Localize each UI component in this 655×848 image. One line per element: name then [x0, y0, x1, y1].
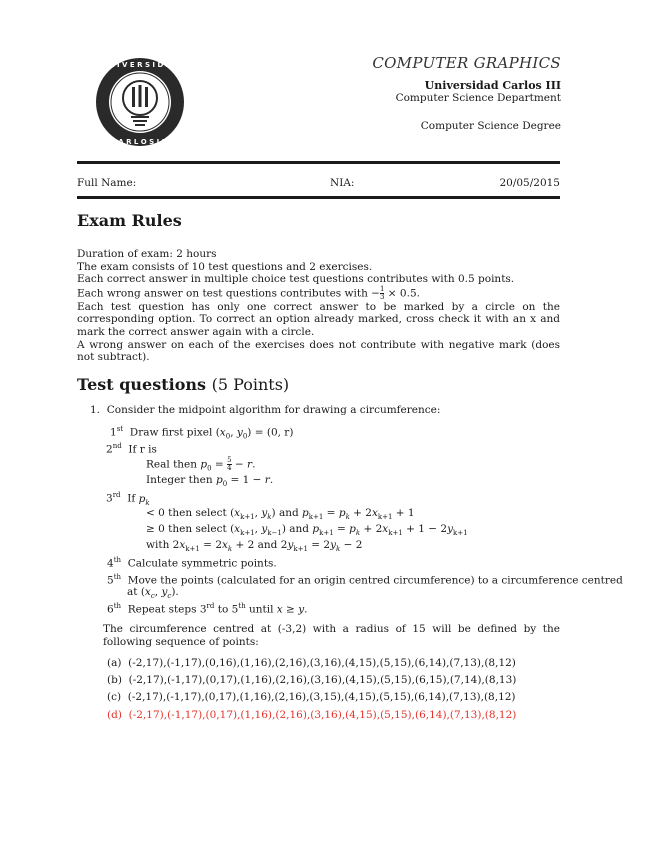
rule-line: Each test question has only one correct answer to be marked by a circle on the corresponding option. To correct an option already marked, cross check it with an x and mark the correct answer again with a circle. [77, 300, 560, 338]
svg-text:C A R L O S I I I: C A R L O S I I I [110, 138, 170, 146]
step-3-positive: ≥ 0 then select ($x_{k+1}$, $y_{k-1}$) and $p_{k+1} = p_k + 2x_{k+1} + 1 - 2y_{k+1}$ [146, 523, 468, 538]
svg-text:• U N I V E R S I D A D •: • U N I V E R S I D A D • [94, 61, 186, 69]
exam-date: 20/05/2015 [499, 177, 560, 189]
header-divider-top [77, 161, 560, 164]
question-1-intro: 1. Consider the midpoint algorithm for drawing a circumference: [90, 404, 441, 416]
test-questions-heading: Test questions (5 Points) [77, 375, 290, 394]
option-d-correct[interactable]: (d) (-2,17),(-1,17),(0,17),(1,16),(2,16),(3,16),(4,15),(5,15),(6,14),(7,13),(8,12) [107, 709, 517, 721]
step-3: 3rd If $p_k$ [106, 491, 150, 507]
step-2: 2nd If r is [106, 442, 157, 456]
step-4: 4th Calculate symmetric points. [107, 556, 277, 570]
rule-line: Each wrong answer on test questions contributes with − $\frac{1}{3}$ × 0.5. [77, 284, 420, 301]
header-divider-bottom [77, 196, 560, 199]
university-seal-logo [94, 56, 186, 148]
option-c[interactable]: (c) (-2,17),(-1,17),(0,17),(1,16),(2,16),(3,15),(4,15),(5,15),(6,14),(7,13),(8,12) [107, 691, 516, 703]
exam-rules-text [77, 248, 560, 364]
degree-name: Computer Science Degree [420, 120, 561, 132]
step-1: 1st Draw first pixel ($x_0$, $y_0) = (0$, r) [110, 425, 294, 441]
nia-label: NIA: [330, 177, 355, 189]
option-b[interactable]: (b) (-2,17),(-1,17),(0,17),(1,16),(2,16),(3,16),(4,15),(5,15),(6,15),(7,14),(8,13) [107, 674, 517, 686]
step-2-integer: Integer then $p_0 = 1 - r$. [146, 474, 274, 489]
step-6: 6th Repeat steps 3rd to 5th until x ≥ y. [107, 602, 308, 616]
exam-rules-heading: Exam Rules [77, 211, 182, 230]
step-2-real: Real then $p_0$ = $\frac{5}{4}$ − r. [146, 456, 256, 473]
step-5-cont: at ($x_c$, $y_c$). [127, 586, 179, 601]
rule-line: The exam consists of 10 test questions and 2 exercises. [77, 260, 373, 273]
step-5: 5th Move the points (calculated for an origin centred circumference) to a circumference centred [107, 573, 623, 587]
department-name: Computer Science Department [395, 92, 561, 104]
question-1-stem: The circumference centred at (-3,2) with a radius of 15 will be defined by the following sequence of points: [103, 623, 560, 648]
step-3-negative: < 0 then select ($x_{k+1}$, $y_k$) and $p_{k+1} = p_k + 2x_{k+1} + 1$ [146, 507, 415, 522]
option-a[interactable]: (a) (-2,17),(-1,17),(0,16),(1,16),(2,16),(3,16),(4,15),(5,15),(6,14),(7,13),(8,12) [107, 657, 516, 669]
rule-line: A wrong answer on each of the exercises does not contribute with negative mark (does not subtract). [77, 338, 560, 364]
rule-line: Duration of exam: 2 hours [77, 248, 217, 260]
rule-line: Each correct answer in multiple choice test questions contributes with 0.5 points. [77, 273, 515, 286]
university-name: Universidad Carlos III [424, 79, 561, 92]
full-name-label: Full Name: [77, 177, 137, 189]
step-3-with: with $2x_{k+1} = 2x_k + 2$ and $2y_{k+1} = 2y_k - 2$ [146, 539, 363, 554]
course-title: COMPUTER GRAPHICS [372, 54, 561, 72]
